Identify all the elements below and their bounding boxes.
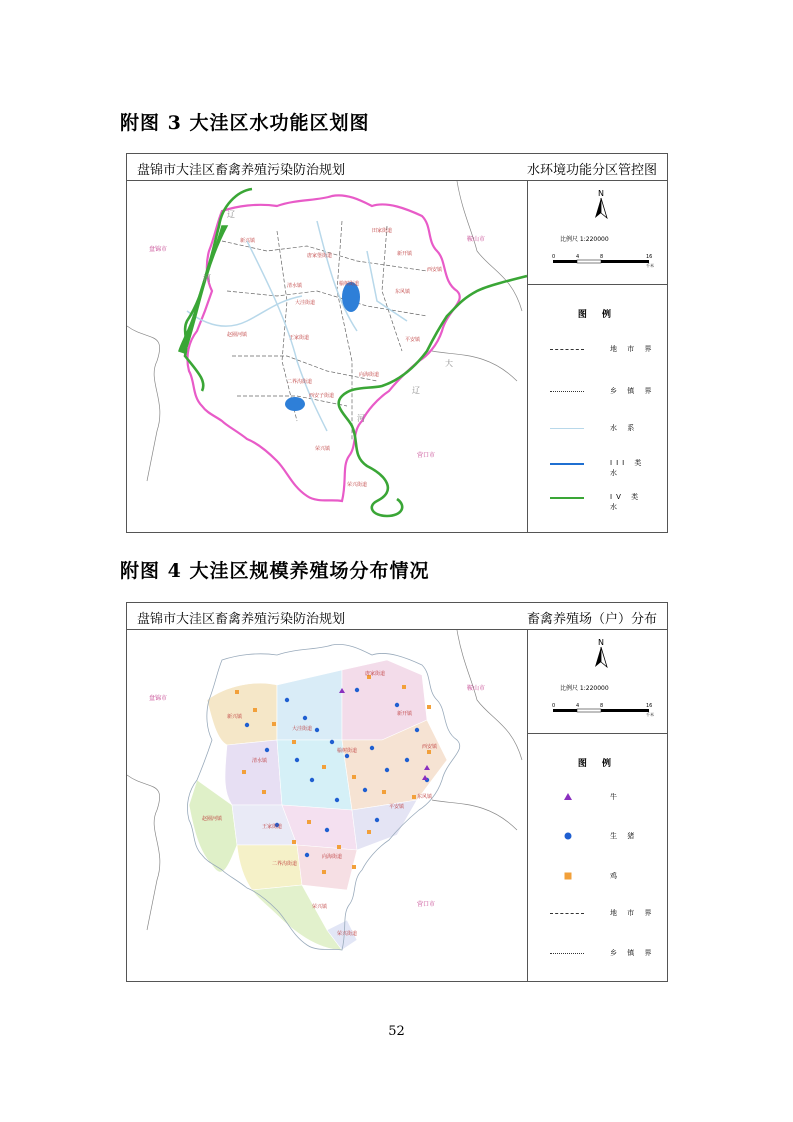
town-label-9: 赵圈河镇 bbox=[227, 332, 248, 338]
patch-erjiegou bbox=[237, 845, 302, 890]
chicken-farm-marker bbox=[322, 870, 326, 874]
legend-class-iv: IV 类 水 bbox=[550, 491, 657, 505]
figure3-legend-title: 图 例 bbox=[577, 310, 618, 320]
town-label-16: 荣兴街道 bbox=[347, 482, 368, 488]
town-label-2: 唐家堡街道 bbox=[307, 253, 333, 259]
svg-text:千米: 千米 bbox=[646, 263, 654, 268]
figure4-frame bbox=[126, 602, 668, 982]
legend-class-iii: III 类 水 bbox=[550, 457, 657, 471]
chicken-farm-marker bbox=[262, 790, 266, 794]
pig-farm-marker bbox=[325, 828, 329, 832]
legend-town-boundary-4: 乡 镇 界 bbox=[550, 947, 657, 961]
pig-farm-marker bbox=[385, 768, 389, 772]
label-panjin-4: 盘锦市 bbox=[149, 695, 168, 702]
pig-farm-marker bbox=[405, 758, 409, 762]
chicken-farm-marker bbox=[382, 790, 386, 794]
legend-city-boundary-4: 地 市 界 bbox=[550, 907, 657, 921]
pig-farm-marker bbox=[295, 758, 299, 762]
pig-farm-marker bbox=[335, 798, 339, 802]
town-label-4-5: 榆树街道 bbox=[337, 748, 358, 754]
pig-farm-marker bbox=[415, 728, 419, 732]
figure4-header-right: 畜禽养殖场（户）分布 bbox=[526, 612, 657, 627]
figure3-scale-bar bbox=[552, 253, 652, 267]
pig-farm-marker bbox=[305, 853, 309, 857]
town-label-4-9: 平安镇 bbox=[389, 804, 405, 810]
town-label-3: 西安镇 bbox=[427, 267, 443, 273]
river-label-5: 河 bbox=[357, 414, 365, 423]
figure4-header-left: 盘锦市大洼区畜禽养殖污染防治规划 bbox=[137, 612, 346, 627]
svg-text:8: 8 bbox=[600, 254, 604, 260]
chicken-farm-marker bbox=[427, 705, 431, 709]
figure4-header bbox=[127, 603, 667, 630]
legend-city-boundary: 地 市 界 bbox=[550, 343, 657, 357]
town-label-4-2: 西安镇 bbox=[422, 744, 438, 750]
town-label-15: 荣兴镇 bbox=[315, 446, 331, 452]
pig-farm-marker bbox=[310, 778, 314, 782]
chicken-farm-marker bbox=[427, 750, 431, 754]
chicken-farm-marker bbox=[292, 740, 296, 744]
label-panjin: 盘锦市 bbox=[149, 246, 168, 253]
chicken-farm-marker bbox=[322, 765, 326, 769]
legend-water-system: 水 系 bbox=[550, 422, 657, 436]
town-label-8: 东风镇 bbox=[395, 289, 411, 295]
town-label-4-1: 新开镇 bbox=[397, 711, 413, 717]
chicken-farm-marker bbox=[307, 820, 311, 824]
chicken-farm-marker bbox=[337, 845, 341, 849]
river-label-3: 大 bbox=[445, 359, 453, 368]
town-label-4-13: 荣兴街道 bbox=[337, 931, 358, 937]
town-label-10: 王家街道 bbox=[289, 335, 310, 341]
circle-icon bbox=[564, 832, 572, 840]
town-label-6: 大洼街道 bbox=[295, 300, 316, 306]
legend-chicken: 鸡 bbox=[550, 870, 657, 884]
town-label-11: 平安镇 bbox=[405, 337, 421, 343]
figure4-map bbox=[127, 630, 528, 981]
town-label-4-14: 唐家街道 bbox=[365, 671, 386, 677]
figure4-side-panel bbox=[528, 630, 667, 981]
pig-farm-marker bbox=[355, 688, 359, 692]
page-number: 52 bbox=[388, 1024, 405, 1039]
town-label-12: 二界沟街道 bbox=[287, 379, 313, 385]
figure3-scale-text: 比例尺 1:220000 bbox=[560, 236, 609, 243]
town-label-5: 清水镇 bbox=[287, 283, 303, 289]
label-yingkou-4: 营口市 bbox=[417, 901, 436, 908]
town-label-4-10: 二界沟街道 bbox=[272, 861, 298, 867]
svg-text:千米: 千米 bbox=[646, 712, 654, 717]
chicken-farm-marker bbox=[412, 795, 416, 799]
figure3-map bbox=[127, 181, 528, 532]
label-anshan-4: 鞍山市 bbox=[467, 685, 486, 692]
reservoir-south bbox=[285, 397, 305, 411]
pig-farm-marker bbox=[370, 746, 374, 750]
northeast-boundary-line-4 bbox=[457, 630, 522, 760]
svg-text:8: 8 bbox=[600, 703, 604, 709]
chicken-farm-marker bbox=[253, 708, 257, 712]
figure3-header bbox=[127, 154, 667, 181]
west-boundary-line bbox=[127, 326, 160, 481]
town-label-4-8: 王家街道 bbox=[262, 824, 283, 830]
figure3-frame bbox=[126, 153, 668, 533]
town-label-4-6: 东风镇 bbox=[417, 794, 433, 800]
figure4-legend-title: 图 例 bbox=[577, 759, 618, 769]
legend-cattle: 牛 bbox=[550, 791, 657, 805]
town-label-4-3: 清水镇 bbox=[252, 758, 268, 764]
figure4-legend bbox=[528, 733, 667, 981]
west-boundary-line-4 bbox=[127, 775, 160, 930]
north-arrow-icon bbox=[586, 647, 616, 669]
chicken-farm-marker bbox=[235, 690, 239, 694]
pig-farm-marker bbox=[395, 703, 399, 707]
svg-text:0: 0 bbox=[552, 254, 556, 260]
river-label-1: 辽 bbox=[227, 210, 235, 219]
pig-farm-marker bbox=[375, 818, 379, 822]
triangle-icon bbox=[564, 793, 572, 801]
figure3-title: 附图 3 大洼区水功能区划图 bbox=[120, 112, 370, 134]
chicken-farm-marker bbox=[292, 840, 296, 844]
legend-pig: 生 猪 bbox=[550, 830, 657, 844]
chicken-farm-marker bbox=[352, 865, 356, 869]
north-arrow-icon bbox=[586, 198, 616, 220]
label-yingkou: 营口市 bbox=[417, 452, 436, 459]
svg-text:16: 16 bbox=[646, 254, 653, 260]
figure3-header-left: 盘锦市大洼区畜禽养殖污染防治规划 bbox=[137, 163, 346, 178]
pig-farm-marker bbox=[330, 740, 334, 744]
patch-qingshui bbox=[225, 740, 282, 805]
pig-farm-marker bbox=[285, 698, 289, 702]
pig-farm-marker bbox=[245, 723, 249, 727]
chicken-farm-marker bbox=[367, 830, 371, 834]
chicken-farm-marker bbox=[402, 685, 406, 689]
pig-farm-marker bbox=[303, 716, 307, 720]
figure4-map-svg bbox=[127, 630, 527, 981]
pig-farm-marker bbox=[265, 748, 269, 752]
figure3-side-panel bbox=[528, 181, 667, 532]
town-label-4-0: 新兴镇 bbox=[227, 714, 243, 720]
chicken-farm-marker bbox=[272, 722, 276, 726]
figure3-north-arrow: N bbox=[586, 189, 616, 224]
svg-text:4: 4 bbox=[576, 254, 580, 260]
town-label-14: 西安子街道 bbox=[309, 393, 335, 399]
river-label-4: 辽 bbox=[412, 386, 420, 395]
figure3-legend bbox=[528, 284, 667, 532]
figure3-map-svg bbox=[127, 181, 527, 532]
svg-text:0: 0 bbox=[552, 703, 556, 709]
town-label-0: 新兴镇 bbox=[240, 238, 256, 244]
pig-farm-marker bbox=[315, 728, 319, 732]
town-label-7: 榆树街道 bbox=[339, 281, 360, 287]
label-anshan: 鞍山市 bbox=[467, 236, 486, 243]
northeast-boundary-line bbox=[457, 181, 522, 311]
chicken-farm-marker bbox=[242, 770, 246, 774]
figure4-scale-bar bbox=[552, 702, 652, 716]
town-label-4-7: 赵圈河镇 bbox=[202, 816, 223, 822]
figure4-scale-text: 比例尺 1:220000 bbox=[560, 685, 609, 692]
pig-farm-marker bbox=[345, 754, 349, 758]
east-boundary-line-4 bbox=[432, 800, 517, 830]
patch-xianghai bbox=[297, 845, 357, 890]
town-label-13: 向海街道 bbox=[359, 372, 380, 378]
town-label-1: 新开镇 bbox=[397, 251, 413, 257]
figure3-header-right: 水环境功能分区管控图 bbox=[526, 163, 657, 178]
town-label-4-12: 荣兴镇 bbox=[312, 904, 328, 910]
figure4-north-arrow: N bbox=[586, 638, 616, 673]
patch-rongxing bbox=[252, 885, 342, 950]
town-label-4-11: 向海街道 bbox=[322, 854, 343, 860]
pig-farm-marker bbox=[363, 788, 367, 792]
svg-text:16: 16 bbox=[646, 703, 653, 709]
town-label-4-4: 大洼街道 bbox=[292, 726, 313, 732]
town-label-4: 田家街道 bbox=[372, 228, 393, 234]
chicken-farm-marker bbox=[352, 775, 356, 779]
square-icon bbox=[564, 872, 572, 880]
svg-text:4: 4 bbox=[576, 703, 580, 709]
river-label-2: 河 bbox=[203, 274, 211, 283]
figure4-title: 附图 4 大洼区规模养殖场分布情况 bbox=[120, 560, 430, 582]
legend-town-boundary: 乡 镇 界 bbox=[550, 385, 657, 399]
